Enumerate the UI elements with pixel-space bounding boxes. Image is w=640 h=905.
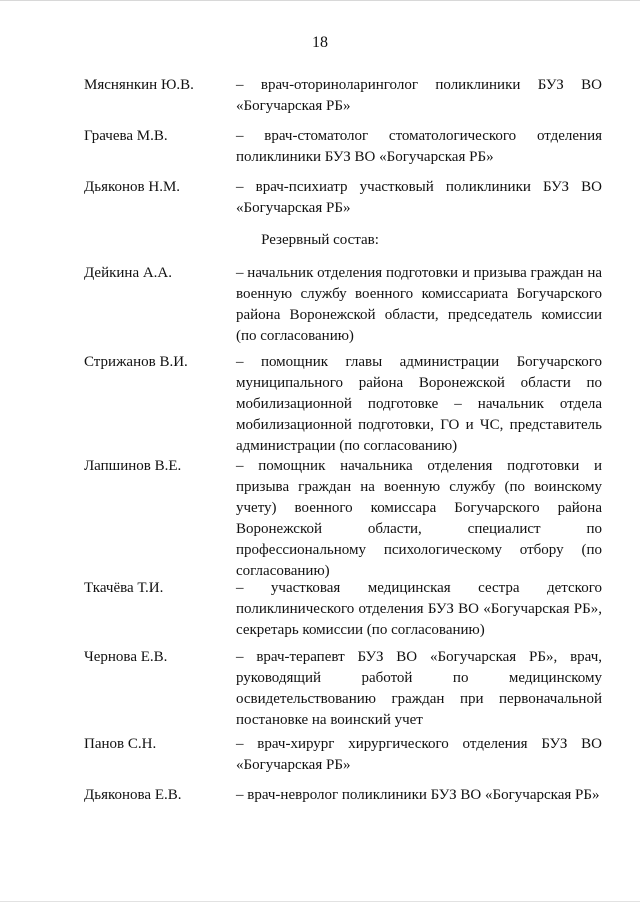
member-name: Дьяконова Е.В. xyxy=(84,787,182,803)
member-name: Панов С.Н. xyxy=(84,736,157,752)
member-name: Чернова Е.В. xyxy=(84,649,168,665)
member-name: Дейкина А.А. xyxy=(84,265,173,281)
member-description: – врач-оториноларинголог поликлиники БУЗ ВО «Богучарская РБ» xyxy=(236,77,602,114)
page-number: 18 xyxy=(312,34,328,51)
member-description: – помощник главы администрации Богучарского муниципального района Воронежской области по мобилизационной подготовке – начальник отдела мобилизационной подготовки, ГО и ЧС, представитель администрации (по согласованию) xyxy=(236,354,602,454)
member-name: Грачева М.В. xyxy=(84,128,168,144)
member-name: Ткачёва Т.И. xyxy=(84,580,164,596)
section-heading-reserve: Резервный состав: xyxy=(261,232,379,248)
member-description: – начальник отделения подготовки и призыва граждан на военную службу военного комиссариата Богучарского района Воронежской области, председатель комиссии (по согласованию) xyxy=(236,265,602,344)
member-name: Лапшинов В.Е. xyxy=(84,458,182,474)
member-name: Стрижанов В.И. xyxy=(84,354,188,370)
member-description: – врач-стоматолог стоматологического отделения поликлиники БУЗ ВО «Богучарская РБ» xyxy=(236,128,602,165)
member-description: – помощник начальника отделения подготовки и призыва граждан на военную службу (по воинскому учету) военного комиссара Богучарского района Воронежской области, специалист по профессиональному психологическому отбору (по согласованию) xyxy=(236,458,602,579)
member-name: Мяснянкин Ю.В. xyxy=(84,77,194,93)
member-description: – врач-терапевт БУЗ ВО «Богучарская РБ», врач, руководящий работой по медицинскому освидетельствованию граждан при первоначальной постановке на воинский учет xyxy=(236,649,602,728)
member-name: Дьяконов Н.М. xyxy=(84,179,181,195)
member-description: – врач-невролог поликлиники БУЗ ВО «Богучарская РБ» xyxy=(236,787,600,803)
scan-edge-top xyxy=(0,0,640,7)
member-description: – врач-психиатр участковый поликлиники БУЗ ВО «Богучарская РБ» xyxy=(236,179,602,216)
scan-edge-bottom xyxy=(0,901,640,902)
member-description: – участковая медицинская сестра детского поликлинического отделения БУЗ ВО «Богучарская РБ», секретарь комиссии (по согласованию) xyxy=(236,580,602,638)
member-description: – врач-хирург хирургического отделения БУЗ ВО «Богучарская РБ» xyxy=(236,736,602,773)
